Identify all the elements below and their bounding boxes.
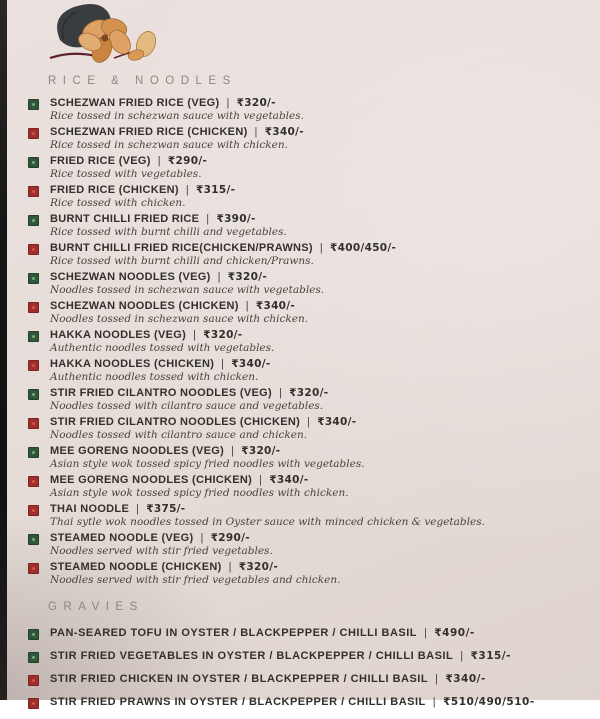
item-description: Thai sytle wok noodles tossed in Oyster sauce with minced chicken & vegetables. <box>50 516 485 528</box>
menu-item <box>28 696 590 709</box>
item-title-line <box>50 387 590 400</box>
price-separator: | <box>254 126 258 138</box>
menu-item <box>28 532 590 557</box>
section-items <box>28 627 590 709</box>
item-text <box>50 416 590 441</box>
item-name: BURNT CHILLI FRIED RICE(CHICKEN/PRAWNS) <box>50 242 313 254</box>
menu-item <box>28 155 590 180</box>
item-name: MEE GORENG NOODLES (CHICKEN) <box>50 474 253 486</box>
price-separator: | <box>435 673 439 685</box>
item-text <box>50 650 590 662</box>
item-description: Rice tossed with burnt chilli and chicken/Prawns. <box>50 255 314 267</box>
item-title-line <box>50 416 590 429</box>
item-text <box>50 673 590 685</box>
item-price: ₹315/- <box>470 650 511 662</box>
item-title-line <box>50 627 590 639</box>
menu-item <box>28 126 590 151</box>
price-separator: | <box>217 271 221 283</box>
item-description: Noodles tossed in schezwan sauce with vegetables. <box>50 284 325 296</box>
price-separator: | <box>221 358 225 370</box>
item-price: ₹315/- <box>196 184 236 196</box>
menu-item <box>28 213 590 238</box>
item-description: Noodles tossed with cilantro sauce and chicken. <box>50 429 308 441</box>
price-separator: | <box>226 97 230 109</box>
nonveg-indicator-icon <box>28 675 39 686</box>
menu-item <box>28 97 590 122</box>
item-title-line <box>50 696 590 708</box>
menu-section <box>28 74 590 586</box>
item-description: Rice tossed with chicken. <box>50 197 186 209</box>
veg-indicator-icon <box>28 99 39 110</box>
menu-item <box>28 561 590 586</box>
item-title-line <box>50 300 590 313</box>
menu-item <box>28 387 590 412</box>
nonveg-indicator-icon <box>28 418 39 429</box>
menu-item <box>28 184 590 209</box>
menu-item <box>28 474 590 499</box>
item-text <box>50 358 590 383</box>
page-edge-shadow <box>0 0 7 700</box>
item-text <box>50 242 590 267</box>
nonveg-indicator-icon <box>28 186 39 197</box>
price-separator: | <box>245 300 249 312</box>
item-text <box>50 474 590 499</box>
menu-item <box>28 503 590 528</box>
nonveg-indicator-icon <box>28 360 39 371</box>
section-title: GRAVIES <box>48 601 144 613</box>
item-description: Noodles tossed in schezwan sauce with chicken. <box>50 313 309 325</box>
item-price: ₹320/- <box>238 561 278 573</box>
price-separator: | <box>460 650 464 662</box>
price-separator: | <box>424 627 428 639</box>
menu-item <box>28 329 590 354</box>
item-text <box>50 126 590 151</box>
item-price: ₹390/- <box>216 213 256 225</box>
nonveg-indicator-icon <box>28 698 39 709</box>
menu-item <box>28 673 590 686</box>
price-separator: | <box>206 213 210 225</box>
menu-item <box>28 300 590 325</box>
nonveg-indicator-icon <box>28 244 39 255</box>
veg-indicator-icon <box>28 389 39 400</box>
item-title-line <box>50 271 590 284</box>
menu <box>28 74 590 719</box>
menu-item <box>28 445 590 470</box>
item-text <box>50 532 590 557</box>
item-price: ₹340/- <box>255 300 296 312</box>
item-text <box>50 503 590 528</box>
item-text <box>50 387 590 412</box>
item-price: ₹510/490/510- <box>443 696 535 708</box>
item-text <box>50 561 590 586</box>
price-separator: | <box>193 329 197 341</box>
price-separator: | <box>231 445 235 457</box>
item-price: ₹320/- <box>203 329 243 341</box>
price-separator: | <box>157 155 161 167</box>
item-price: ₹320/- <box>227 271 267 283</box>
section-title: RICE & NOODLES <box>48 75 237 87</box>
veg-indicator-icon <box>28 447 39 458</box>
item-price: ₹320/- <box>236 97 276 109</box>
item-price: ₹340/- <box>264 126 304 138</box>
item-name: HAKKA NOODLES (CHICKEN) <box>50 358 215 370</box>
item-text <box>50 329 590 354</box>
veg-indicator-icon <box>28 534 39 545</box>
price-separator: | <box>228 561 232 573</box>
menu-item <box>28 650 590 663</box>
nonveg-indicator-icon <box>28 505 39 516</box>
item-text <box>50 213 590 238</box>
price-separator: | <box>319 242 324 254</box>
item-text <box>50 300 590 325</box>
item-name: STIR FRIED CILANTRO NOODLES (VEG) <box>50 387 272 399</box>
item-description: Authentic noodles tossed with chicken. <box>50 371 259 383</box>
menu-section <box>28 600 590 709</box>
item-name: FRIED RICE (VEG) <box>50 155 151 167</box>
item-title-line <box>50 673 590 685</box>
item-text <box>50 445 590 470</box>
nonveg-indicator-icon <box>28 302 39 313</box>
item-title-line <box>50 474 590 487</box>
item-name: STEAMED NOODLE (CHICKEN) <box>50 561 222 573</box>
veg-indicator-icon <box>28 629 39 640</box>
item-name: BURNT CHILLI FRIED RICE <box>50 213 200 225</box>
price-separator: | <box>185 184 190 196</box>
item-title-line <box>50 97 590 110</box>
item-price: ₹400/450/- <box>330 242 397 254</box>
item-title-line <box>50 650 590 662</box>
item-title-line <box>50 561 590 574</box>
item-price: ₹340/- <box>231 358 271 370</box>
item-text <box>50 97 590 122</box>
item-name: SCHEZWAN FRIED RICE (VEG) <box>50 97 220 109</box>
nonveg-indicator-icon <box>28 128 39 139</box>
item-description: Rice tossed in schezwan sauce with vegetables. <box>50 110 304 122</box>
veg-indicator-icon <box>28 215 39 226</box>
item-name: THAI NOODLE <box>50 503 130 515</box>
item-price: ₹490/- <box>434 627 475 639</box>
item-description: Authentic noodles tossed with vegetables. <box>50 342 275 354</box>
veg-indicator-icon <box>28 157 39 168</box>
item-description: Rice tossed with burnt chilli and vegetables. <box>50 226 287 238</box>
nonveg-indicator-icon <box>28 476 39 487</box>
item-text <box>50 271 590 296</box>
item-title-line <box>50 184 590 197</box>
item-title-line <box>50 532 590 545</box>
item-name: SCHEZWAN FRIED RICE (CHICKEN) <box>50 126 248 138</box>
item-price: ₹290/- <box>210 532 250 544</box>
price-separator: | <box>307 416 311 428</box>
menu-item <box>28 416 590 441</box>
item-description: Rice tossed in schezwan sauce with chicken. <box>50 139 288 151</box>
item-title-line <box>50 155 590 168</box>
price-separator: | <box>278 387 283 399</box>
item-title-line <box>50 126 590 139</box>
nonveg-indicator-icon <box>28 563 39 574</box>
item-price: ₹340/- <box>269 474 309 486</box>
item-price: ₹340/- <box>317 416 357 428</box>
item-name: STIR FRIED PRAWNS IN OYSTER / BLACKPEPPER / CHILLI BASIL <box>50 696 426 708</box>
section-items <box>28 97 590 586</box>
item-name: STEAMED NOODLE (VEG) <box>50 532 194 544</box>
item-description: Noodles served with stir fried vegetables. <box>50 545 273 557</box>
item-description: Asian style wok tossed spicy fried noodles with chicken. <box>50 487 349 499</box>
price-separator: | <box>432 696 437 708</box>
item-price: ₹320/- <box>241 445 281 457</box>
item-name: STIR FRIED CILANTRO NOODLES (CHICKEN) <box>50 416 301 428</box>
item-text <box>50 627 590 639</box>
menu-item <box>28 242 590 267</box>
item-name: STIR FRIED VEGETABLES IN OYSTER / BLACKPEPPER / CHILLI BASIL <box>50 650 454 662</box>
item-name: PAN-SEARED TOFU IN OYSTER / BLACKPEPPER / CHILLI BASIL <box>50 627 418 639</box>
item-title-line <box>50 329 590 342</box>
item-title-line <box>50 213 590 226</box>
item-text <box>50 696 590 708</box>
item-price: ₹375/- <box>146 503 186 515</box>
price-separator: | <box>136 503 140 515</box>
item-name: HAKKA NOODLES (VEG) <box>50 329 187 341</box>
price-separator: | <box>259 474 263 486</box>
item-name: SCHEZWAN NOODLES (CHICKEN) <box>50 300 239 312</box>
item-description: Noodles tossed with cilantro sauce and vegetables. <box>50 400 324 412</box>
veg-indicator-icon <box>28 331 39 342</box>
item-title-line <box>50 503 590 516</box>
item-text <box>50 155 590 180</box>
item-name: FRIED RICE (CHICKEN) <box>50 184 179 196</box>
price-separator: | <box>200 532 204 544</box>
veg-indicator-icon <box>28 273 39 284</box>
item-price: ₹290/- <box>167 155 208 167</box>
item-title-line <box>50 358 590 371</box>
item-price: ₹320/- <box>289 387 329 399</box>
item-text <box>50 184 590 209</box>
item-title-line <box>50 242 590 255</box>
item-price: ₹340/- <box>445 673 486 685</box>
veg-indicator-icon <box>28 652 39 663</box>
item-description: Noodles served with stir fried vegetables and chicken. <box>50 574 341 586</box>
item-name: MEE GORENG NOODLES (VEG) <box>50 445 225 457</box>
item-description: Asian style wok tossed spicy fried noodles with vegetables. <box>50 458 365 470</box>
flower-illustration <box>44 0 166 68</box>
menu-item <box>28 271 590 296</box>
menu-item <box>28 358 590 383</box>
item-name: SCHEZWAN NOODLES (VEG) <box>50 271 211 283</box>
item-title-line <box>50 445 590 458</box>
item-description: Rice tossed with vegetables. <box>50 168 202 180</box>
item-name: STIR FRIED CHICKEN IN OYSTER / BLACKPEPPER / CHILLI BASIL <box>50 673 429 685</box>
menu-item <box>28 627 590 640</box>
